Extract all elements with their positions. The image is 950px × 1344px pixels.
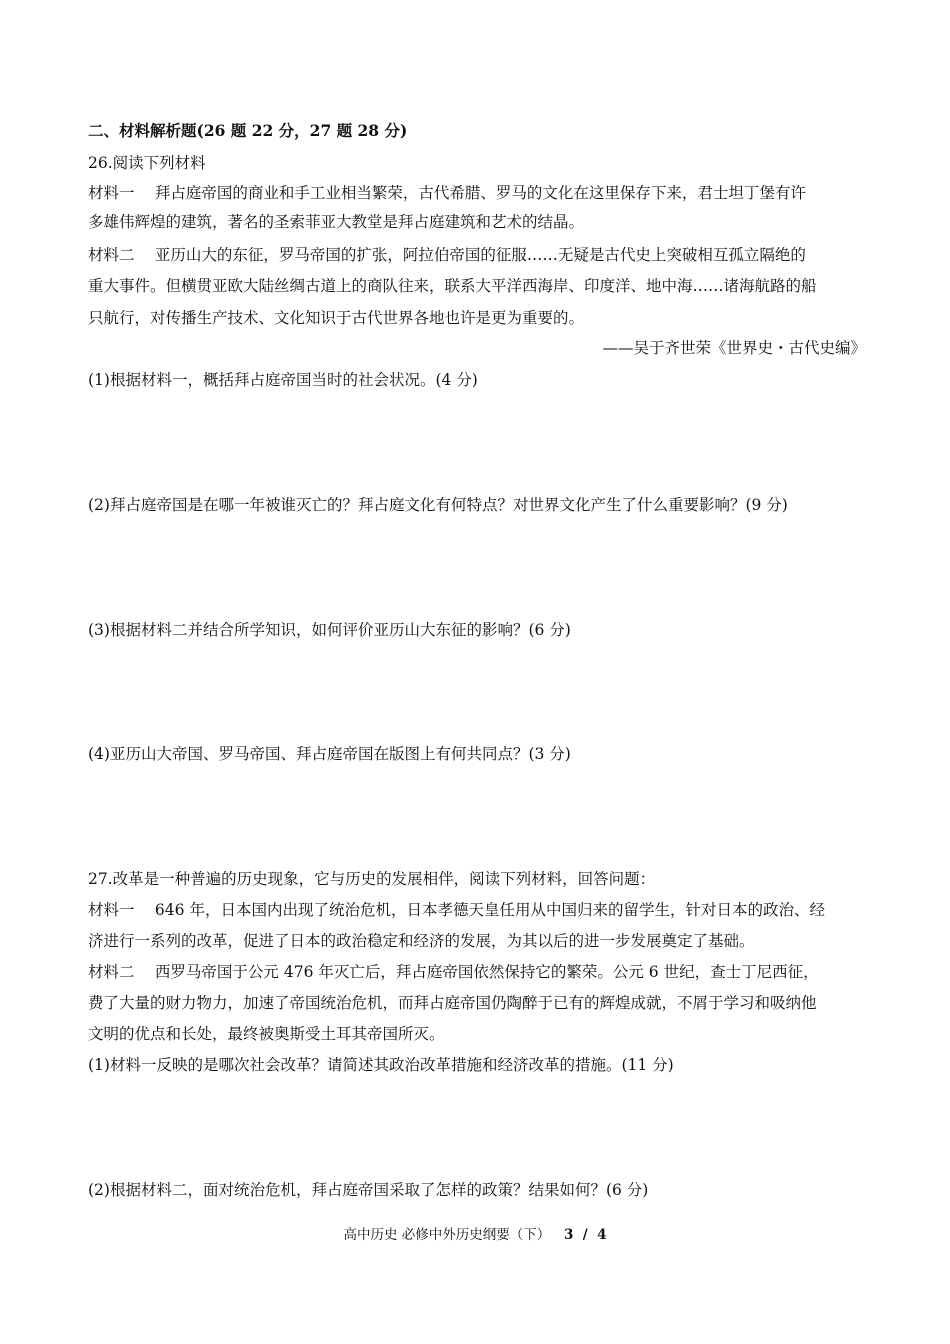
q26-source-citation: ——吴于齐世荣《世界史・古代史编》 [602, 339, 866, 357]
q27-heading: 27.改革是一种普遍的历史现象，它与历史的发展相伴，阅读下列材料，回答问题： [88, 870, 656, 888]
q27-material1-line1: 材料一 646 年，日本国内出现了统治危机，日本孝德天皇任用从中国归来的留学生，针对日本的政治、经 [88, 901, 825, 919]
q26-subquestion-4: (4)亚历山大帝国、罗马帝国、拜占庭帝国在版图上有何共同点？(3 分) [88, 745, 571, 763]
footer-page-separator: / [582, 1227, 588, 1243]
page-footer [0, 1226, 950, 1244]
q27-material2-line3: 文明的优点和长处，最终被奥斯受土耳其帝国所灭。 [88, 1025, 445, 1043]
q27-material2-line2: 费了大量的财力物力，加速了帝国统治危机，而拜占庭帝国仍陶醉于已有的辉煌成就，不屑于学习和吸纳他 [88, 994, 817, 1012]
q27-subquestion-2: (2)根据材料二，面对统治危机，拜占庭帝国采取了怎样的政策？结果如何？(6 分) [88, 1181, 649, 1199]
q26-material2-line2: 重大事件。但横贯亚欧大陆丝绸古道上的商队往来，联系大平洋西海岸、印度洋、地中海……诸海航路的船 [88, 277, 817, 295]
q26-subquestion-3: (3)根据材料二并结合所学知识，如何评价亚历山大东征的影响？(6 分) [88, 621, 571, 639]
q27-subquestion-1: (1)材料一反映的是哪次社会改革？请简述其政治改革措施和经济改革的措施。(11 分) [88, 1056, 674, 1074]
q27-material1-line2: 济进行一系列的改革，促进了日本的政治稳定和经济的发展，为其以后的进一步发展奠定了基础。 [88, 932, 755, 950]
q26-heading: 26.阅读下列材料 [88, 154, 206, 172]
q26-subquestion-1: (1)根据材料一，概括拜占庭帝国当时的社会状况。(4 分) [88, 371, 478, 389]
q26-material1-line1: 材料一 拜占庭帝国的商业和手工业相当繁荣，古代希腊、罗马的文化在这里保存下来，君士坦丁堡有许 [88, 184, 806, 202]
q26-material1-line2: 多雄伟辉煌的建筑，著名的圣索菲亚大教堂是拜占庭建筑和艺术的结晶。 [88, 213, 585, 231]
footer-course-title: 高中历史 必修中外历史纲要（下） [343, 1227, 551, 1243]
footer-page-number: 3 [563, 1227, 574, 1243]
q27-material2-line1: 材料二 西罗马帝国于公元 476 年灭亡后，拜占庭帝国依然保持它的繁荣。公元 6 世纪，查士丁尼西征， [88, 963, 819, 981]
q26-subquestion-2: (2)拜占庭帝国是在哪一年被谁灭亡的？拜占庭文化有何特点？对世界文化产生了什么重要影响？(9 分) [88, 496, 788, 514]
q26-material2-line3: 只航行，对传播生产技术、文化知识于古代世界各地也许是更为重要的。 [88, 309, 585, 327]
footer-page-total: 4 [597, 1227, 607, 1243]
section-title: 二、材料解析题(26 题 22 分，27 题 28 分) [88, 121, 408, 140]
q26-material2-line1: 材料二 亚历山大的东征，罗马帝国的扩张，阿拉伯帝国的征服……无疑是古代史上突破相互孤立隔绝的 [88, 246, 806, 264]
